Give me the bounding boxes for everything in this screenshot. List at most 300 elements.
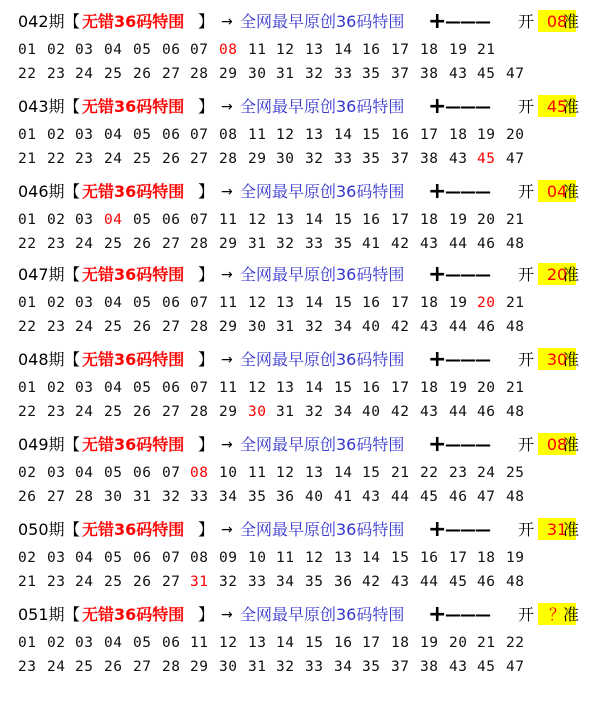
number-cell: 18 bbox=[477, 550, 496, 566]
number-cell: 23 bbox=[75, 151, 94, 167]
number-cell: 13 bbox=[305, 127, 324, 143]
number-cell: 38 bbox=[420, 66, 439, 82]
number-cell: 35 bbox=[362, 659, 381, 675]
number-cell: 16 bbox=[362, 212, 381, 228]
period-label: 051期 bbox=[18, 605, 65, 624]
number-cell: 06 bbox=[162, 212, 181, 228]
bracket-open: 【 bbox=[64, 12, 81, 31]
number-cell: 31 bbox=[190, 574, 209, 590]
number-cell: 14 bbox=[305, 295, 324, 311]
number-cell: 04 bbox=[104, 295, 123, 311]
open-label: 开 bbox=[518, 265, 535, 284]
number-cell: 20 bbox=[477, 212, 496, 228]
number-cell: 28 bbox=[190, 319, 209, 335]
number-cell: 17 bbox=[362, 635, 381, 651]
bracket-close: 】 bbox=[198, 265, 215, 284]
number-cell: 17 bbox=[391, 380, 410, 396]
number-cell: 16 bbox=[362, 380, 381, 396]
number-cell: 45 bbox=[477, 151, 496, 167]
number-cell: 36 bbox=[334, 574, 353, 590]
number-cell: 11 bbox=[219, 212, 238, 228]
number-row bbox=[18, 149, 595, 169]
number-cell: 22 bbox=[18, 319, 37, 335]
number-cell: 23 bbox=[47, 404, 66, 420]
number-cell: 46 bbox=[449, 489, 468, 505]
number-cell: 34 bbox=[334, 319, 353, 335]
number-cell: 25 bbox=[104, 236, 123, 252]
period-block bbox=[0, 433, 595, 515]
number-cell: 29 bbox=[219, 319, 238, 335]
open-label: 开 bbox=[518, 605, 535, 624]
number-cell: 25 bbox=[75, 659, 94, 675]
number-cell: 11 bbox=[248, 42, 267, 58]
number-cell: 45 bbox=[477, 659, 496, 675]
arrow-icon: → bbox=[221, 522, 233, 538]
number-cell: 03 bbox=[47, 465, 66, 481]
number-cell: 12 bbox=[305, 550, 324, 566]
number-cell: 16 bbox=[362, 295, 381, 311]
number-cell: 02 bbox=[47, 212, 66, 228]
number-cell: 45 bbox=[449, 574, 468, 590]
number-cell: 26 bbox=[133, 319, 152, 335]
number-row bbox=[18, 64, 595, 84]
number-cell: 47 bbox=[477, 489, 496, 505]
number-cell: 20 bbox=[477, 380, 496, 396]
banner-title: 无错36码特围 bbox=[82, 12, 185, 31]
number-cell: 30 bbox=[104, 489, 123, 505]
number-cell: 26 bbox=[104, 659, 123, 675]
number-cell: 07 bbox=[162, 465, 181, 481]
number-cell: 25 bbox=[104, 319, 123, 335]
number-cell: 48 bbox=[506, 236, 525, 252]
number-cell: 14 bbox=[334, 465, 353, 481]
number-cell: 24 bbox=[75, 319, 94, 335]
accuracy-label: 准 bbox=[563, 12, 580, 31]
number-row bbox=[18, 548, 595, 568]
number-cell: 29 bbox=[219, 66, 238, 82]
number-cell: 47 bbox=[506, 151, 525, 167]
number-cell: 17 bbox=[391, 42, 410, 58]
number-cell: 14 bbox=[362, 550, 381, 566]
number-cell: 03 bbox=[75, 635, 94, 651]
number-cell: 35 bbox=[248, 489, 267, 505]
number-cell: 13 bbox=[305, 42, 324, 58]
accuracy-label: 准 bbox=[563, 265, 580, 284]
number-cell: 15 bbox=[334, 380, 353, 396]
number-cell: 22 bbox=[47, 151, 66, 167]
number-cell: 16 bbox=[334, 635, 353, 651]
plus-sign: + bbox=[428, 9, 447, 34]
number-cell: 15 bbox=[334, 295, 353, 311]
number-cell: 18 bbox=[420, 42, 439, 58]
number-cell: 35 bbox=[334, 236, 353, 252]
number-cell: 43 bbox=[449, 659, 468, 675]
number-cell: 04 bbox=[104, 635, 123, 651]
period-block bbox=[0, 518, 595, 600]
plus-sign: + bbox=[428, 347, 447, 372]
number-cell: 43 bbox=[362, 489, 381, 505]
number-cell: 33 bbox=[190, 489, 209, 505]
number-cell: 05 bbox=[104, 465, 123, 481]
number-cell: 06 bbox=[162, 127, 181, 143]
number-cell: 04 bbox=[75, 550, 94, 566]
number-cell: 01 bbox=[18, 212, 37, 228]
number-cell: 31 bbox=[276, 404, 295, 420]
number-cell: 12 bbox=[248, 295, 267, 311]
banner-title: 无错36码特围 bbox=[82, 605, 185, 624]
number-cell: 34 bbox=[219, 489, 238, 505]
number-cell: 11 bbox=[219, 295, 238, 311]
number-cell: 25 bbox=[104, 404, 123, 420]
number-cell: 25 bbox=[133, 151, 152, 167]
dash-line: ——— bbox=[445, 12, 490, 31]
number-cell: 33 bbox=[248, 574, 267, 590]
number-cell: 28 bbox=[190, 66, 209, 82]
period-header bbox=[18, 518, 595, 542]
number-cell: 19 bbox=[506, 550, 525, 566]
number-cell: 30 bbox=[248, 404, 267, 420]
number-cell: 32 bbox=[276, 659, 295, 675]
period-label: 046期 bbox=[18, 182, 65, 201]
number-cell: 45 bbox=[477, 66, 496, 82]
number-row bbox=[18, 463, 595, 483]
number-cell: 27 bbox=[162, 66, 181, 82]
plus-sign: + bbox=[428, 602, 447, 627]
number-cell: 05 bbox=[133, 635, 152, 651]
number-cell: 37 bbox=[391, 151, 410, 167]
number-cell: 32 bbox=[305, 66, 324, 82]
number-cell: 01 bbox=[18, 380, 37, 396]
number-cell: 42 bbox=[391, 404, 410, 420]
number-cell: 20 bbox=[477, 295, 496, 311]
banner-title: 无错36码特围 bbox=[82, 435, 185, 454]
number-cell: 31 bbox=[248, 659, 267, 675]
number-cell: 46 bbox=[477, 404, 496, 420]
arrow-icon: → bbox=[221, 99, 233, 115]
bracket-open: 【 bbox=[64, 182, 81, 201]
bracket-open: 【 bbox=[64, 97, 81, 116]
number-cell: 15 bbox=[391, 550, 410, 566]
number-cell: 27 bbox=[162, 319, 181, 335]
result-badge: 08 bbox=[538, 10, 576, 32]
slogan-text: 全网最早原创36码特围 bbox=[240, 265, 405, 284]
plus-sign: + bbox=[428, 432, 447, 457]
period-label: 050期 bbox=[18, 520, 65, 539]
bracket-close: 】 bbox=[198, 97, 215, 116]
result-badge: ？ bbox=[538, 603, 576, 625]
number-cell: 05 bbox=[104, 550, 123, 566]
number-cell: 02 bbox=[47, 42, 66, 58]
number-cell: 02 bbox=[47, 295, 66, 311]
number-cell: 44 bbox=[420, 574, 439, 590]
period-block bbox=[0, 603, 595, 685]
slogan-text: 全网最早原创36码特围 bbox=[240, 350, 405, 369]
number-cell: 35 bbox=[362, 66, 381, 82]
number-cell: 37 bbox=[391, 66, 410, 82]
period-header bbox=[18, 348, 595, 372]
number-cell: 31 bbox=[248, 236, 267, 252]
number-cell: 29 bbox=[219, 404, 238, 420]
number-cell: 22 bbox=[506, 635, 525, 651]
period-block bbox=[0, 180, 595, 262]
number-cell: 47 bbox=[506, 659, 525, 675]
number-cell: 01 bbox=[18, 295, 37, 311]
number-cell: 24 bbox=[75, 574, 94, 590]
number-cell: 02 bbox=[47, 635, 66, 651]
number-cell: 24 bbox=[47, 659, 66, 675]
number-cell: 23 bbox=[47, 574, 66, 590]
number-cell: 11 bbox=[276, 550, 295, 566]
bracket-open: 【 bbox=[64, 605, 81, 624]
number-cell: 32 bbox=[305, 404, 324, 420]
number-cell: 42 bbox=[391, 319, 410, 335]
accuracy-label: 准 bbox=[563, 350, 580, 369]
number-cell: 11 bbox=[248, 465, 267, 481]
arrow-icon: → bbox=[221, 14, 233, 30]
number-cell: 21 bbox=[477, 42, 496, 58]
number-cell: 32 bbox=[162, 489, 181, 505]
number-cell: 04 bbox=[104, 380, 123, 396]
number-cell: 12 bbox=[248, 212, 267, 228]
period-label: 048期 bbox=[18, 350, 65, 369]
number-cell: 29 bbox=[190, 659, 209, 675]
period-label: 049期 bbox=[18, 435, 65, 454]
number-cell: 03 bbox=[75, 212, 94, 228]
slogan-text: 全网最早原创36码特围 bbox=[240, 182, 405, 201]
number-cell: 22 bbox=[18, 66, 37, 82]
period-header bbox=[18, 433, 595, 457]
number-cell: 17 bbox=[449, 550, 468, 566]
number-cell: 02 bbox=[47, 127, 66, 143]
open-label: 开 bbox=[518, 97, 535, 116]
number-cell: 25 bbox=[104, 66, 123, 82]
number-cell: 41 bbox=[334, 489, 353, 505]
number-cell: 21 bbox=[506, 212, 525, 228]
number-cell: 24 bbox=[104, 151, 123, 167]
number-cell: 33 bbox=[334, 66, 353, 82]
bracket-close: 】 bbox=[198, 520, 215, 539]
arrow-icon: → bbox=[221, 607, 233, 623]
number-cell: 13 bbox=[276, 380, 295, 396]
number-cell: 27 bbox=[190, 151, 209, 167]
number-cell: 38 bbox=[420, 659, 439, 675]
number-cell: 15 bbox=[334, 212, 353, 228]
number-cell: 31 bbox=[133, 489, 152, 505]
number-cell: 07 bbox=[190, 42, 209, 58]
number-cell: 03 bbox=[75, 42, 94, 58]
accuracy-label: 准 bbox=[563, 97, 580, 116]
slogan-text: 全网最早原创36码特围 bbox=[240, 97, 405, 116]
number-cell: 33 bbox=[305, 659, 324, 675]
number-row bbox=[18, 402, 595, 422]
number-cell: 26 bbox=[162, 151, 181, 167]
plus-sign: + bbox=[428, 94, 447, 119]
number-cell: 06 bbox=[162, 380, 181, 396]
number-cell: 32 bbox=[276, 236, 295, 252]
number-cell: 19 bbox=[449, 295, 468, 311]
number-cell: 07 bbox=[190, 380, 209, 396]
number-cell: 08 bbox=[190, 550, 209, 566]
number-cell: 43 bbox=[449, 66, 468, 82]
number-cell: 26 bbox=[133, 404, 152, 420]
number-cell: 21 bbox=[506, 380, 525, 396]
number-cell: 05 bbox=[133, 380, 152, 396]
number-cell: 28 bbox=[219, 151, 238, 167]
number-cell: 43 bbox=[420, 236, 439, 252]
arrow-icon: → bbox=[221, 352, 233, 368]
number-cell: 13 bbox=[334, 550, 353, 566]
number-cell: 30 bbox=[248, 319, 267, 335]
number-cell: 24 bbox=[75, 236, 94, 252]
number-cell: 14 bbox=[334, 127, 353, 143]
number-cell: 13 bbox=[248, 635, 267, 651]
number-row bbox=[18, 378, 595, 398]
number-cell: 32 bbox=[305, 319, 324, 335]
bracket-close: 】 bbox=[198, 12, 215, 31]
number-row bbox=[18, 657, 595, 677]
bracket-open: 【 bbox=[64, 435, 81, 454]
banner-title: 无错36码特围 bbox=[82, 97, 185, 116]
period-label: 043期 bbox=[18, 97, 65, 116]
arrow-icon: → bbox=[221, 437, 233, 453]
period-label: 047期 bbox=[18, 265, 65, 284]
open-label: 开 bbox=[518, 520, 535, 539]
number-cell: 26 bbox=[133, 66, 152, 82]
number-cell: 46 bbox=[477, 236, 496, 252]
number-cell: 09 bbox=[219, 550, 238, 566]
number-cell: 18 bbox=[420, 380, 439, 396]
banner-title: 无错36码特围 bbox=[82, 350, 185, 369]
accuracy-label: 准 bbox=[563, 520, 580, 539]
number-cell: 26 bbox=[18, 489, 37, 505]
number-cell: 34 bbox=[334, 404, 353, 420]
number-cell: 44 bbox=[449, 236, 468, 252]
number-cell: 23 bbox=[47, 66, 66, 82]
number-cell: 27 bbox=[162, 236, 181, 252]
number-cell: 10 bbox=[248, 550, 267, 566]
period-block bbox=[0, 10, 595, 92]
number-cell: 28 bbox=[190, 236, 209, 252]
number-cell: 01 bbox=[18, 635, 37, 651]
number-cell: 19 bbox=[449, 42, 468, 58]
number-cell: 04 bbox=[75, 465, 94, 481]
number-cell: 01 bbox=[18, 127, 37, 143]
number-row bbox=[18, 40, 595, 60]
number-cell: 32 bbox=[305, 151, 324, 167]
number-cell: 18 bbox=[420, 295, 439, 311]
number-cell: 19 bbox=[477, 127, 496, 143]
number-cell: 34 bbox=[276, 574, 295, 590]
number-cell: 18 bbox=[449, 127, 468, 143]
number-cell: 03 bbox=[75, 127, 94, 143]
number-cell: 25 bbox=[506, 465, 525, 481]
number-cell: 03 bbox=[75, 380, 94, 396]
accuracy-label: 准 bbox=[563, 605, 580, 624]
number-cell: 33 bbox=[334, 151, 353, 167]
number-row bbox=[18, 125, 595, 145]
number-cell: 13 bbox=[305, 465, 324, 481]
period-header bbox=[18, 180, 595, 204]
number-cell: 02 bbox=[47, 380, 66, 396]
number-cell: 10 bbox=[219, 465, 238, 481]
period-header bbox=[18, 263, 595, 287]
number-cell: 24 bbox=[477, 465, 496, 481]
number-cell: 14 bbox=[305, 212, 324, 228]
number-cell: 17 bbox=[391, 295, 410, 311]
bracket-close: 】 bbox=[198, 605, 215, 624]
open-label: 开 bbox=[518, 350, 535, 369]
number-cell: 46 bbox=[477, 574, 496, 590]
number-cell: 21 bbox=[391, 465, 410, 481]
number-cell: 07 bbox=[190, 295, 209, 311]
number-cell: 14 bbox=[276, 635, 295, 651]
number-cell: 05 bbox=[133, 42, 152, 58]
dash-line: ——— bbox=[445, 520, 490, 539]
number-cell: 36 bbox=[276, 489, 295, 505]
number-row bbox=[18, 210, 595, 230]
number-cell: 08 bbox=[219, 127, 238, 143]
number-cell: 06 bbox=[162, 635, 181, 651]
bracket-close: 】 bbox=[198, 435, 215, 454]
number-cell: 23 bbox=[47, 319, 66, 335]
number-cell: 43 bbox=[391, 574, 410, 590]
period-label: 042期 bbox=[18, 12, 65, 31]
result-badge: 31 bbox=[538, 518, 576, 540]
number-cell: 40 bbox=[305, 489, 324, 505]
number-cell: 40 bbox=[362, 319, 381, 335]
slogan-text: 全网最早原创36码特围 bbox=[240, 520, 405, 539]
number-cell: 34 bbox=[334, 659, 353, 675]
number-cell: 35 bbox=[362, 151, 381, 167]
open-label: 开 bbox=[518, 12, 535, 31]
number-cell: 07 bbox=[162, 550, 181, 566]
number-cell: 17 bbox=[420, 127, 439, 143]
number-cell: 19 bbox=[449, 212, 468, 228]
number-cell: 11 bbox=[248, 127, 267, 143]
number-cell: 07 bbox=[190, 127, 209, 143]
result-badge: 20 bbox=[538, 263, 576, 285]
number-cell: 30 bbox=[276, 151, 295, 167]
result-badge: 04 bbox=[538, 180, 576, 202]
number-cell: 04 bbox=[104, 42, 123, 58]
number-row bbox=[18, 572, 595, 592]
number-cell: 16 bbox=[420, 550, 439, 566]
number-row bbox=[18, 234, 595, 254]
number-cell: 03 bbox=[75, 295, 94, 311]
banner-title: 无错36码特围 bbox=[82, 265, 185, 284]
number-cell: 45 bbox=[420, 489, 439, 505]
result-badge: 45 bbox=[538, 95, 576, 117]
number-cell: 44 bbox=[449, 404, 468, 420]
number-cell: 23 bbox=[449, 465, 468, 481]
number-cell: 30 bbox=[248, 66, 267, 82]
slogan-text: 全网最早原创36码特围 bbox=[240, 605, 405, 624]
arrow-icon: → bbox=[221, 267, 233, 283]
number-cell: 32 bbox=[219, 574, 238, 590]
period-block bbox=[0, 263, 595, 345]
slogan-text: 全网最早原创36码特围 bbox=[240, 12, 405, 31]
number-cell: 25 bbox=[104, 574, 123, 590]
number-cell: 20 bbox=[506, 127, 525, 143]
number-cell: 28 bbox=[162, 659, 181, 675]
number-cell: 16 bbox=[391, 127, 410, 143]
open-label: 开 bbox=[518, 435, 535, 454]
number-cell: 12 bbox=[276, 42, 295, 58]
period-block bbox=[0, 95, 595, 177]
number-row bbox=[18, 293, 595, 313]
number-cell: 26 bbox=[133, 236, 152, 252]
dash-line: ——— bbox=[445, 435, 490, 454]
